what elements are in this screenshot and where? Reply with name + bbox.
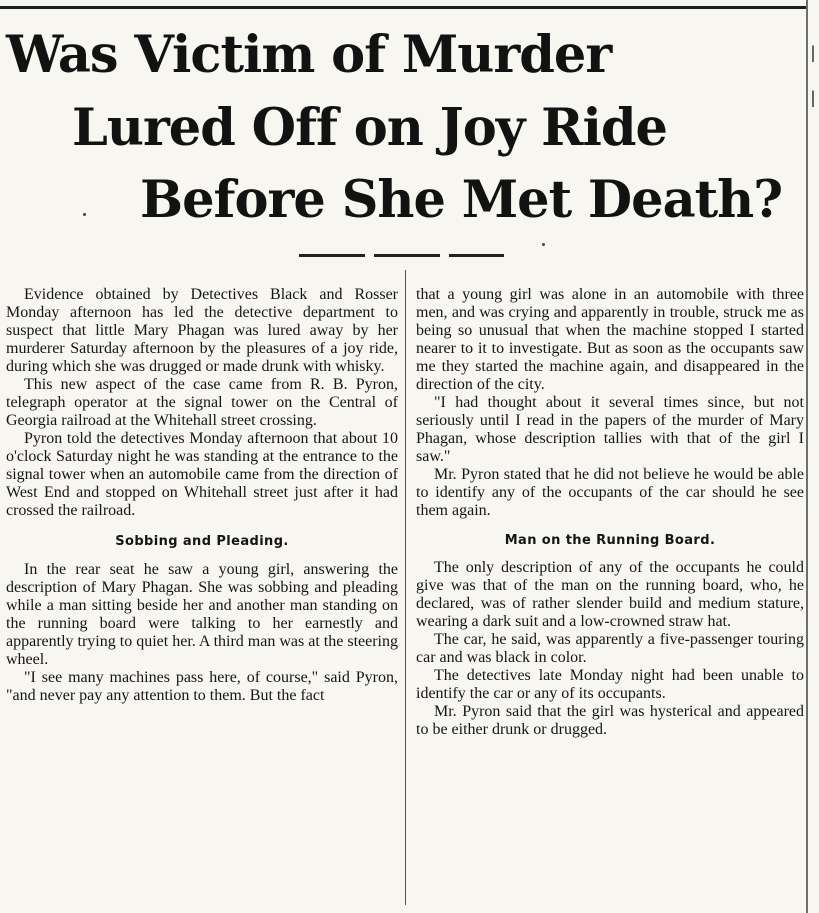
headline-divider: [299, 254, 504, 257]
right-paragraph-7: Mr. Pyron said that the girl was hysterical and appeared to be either drunk or drugged.: [416, 703, 804, 738]
left-paragraph-4: In the rear seat he saw a young girl, answering the description of Mary Phagan. She was sobbing and pleading while a man sitting beside her and another man standing on the running board were talking to her earnestly and apparently trying to quiet her. A third man was at the steering wheel.: [6, 561, 398, 668]
left-paragraph-3: Pyron told the detectives Monday afternoon that about 10 o'clock Saturday night he was standing at the entrance to the signal tower when an automobile came from the direction of West End and stopped on Whitehall street just after it had crossed the railroad.: [6, 430, 398, 519]
right-column: [416, 286, 804, 739]
print-speck: [542, 243, 545, 246]
headline-line-2: Lured Off on Joy Ride: [72, 98, 667, 158]
headline-line-3: Before She Met Death?: [140, 170, 783, 230]
left-paragraph-1: Evidence obtained by Detectives Black and Rosser Monday afternoon has led the detective department to suspect that little Mary Phagan was lured away by her murderer Saturday afternoon by the pleasures of a joy ride, during which she was drugged or made drunk with whisky.: [6, 286, 398, 375]
right-paragraph-2: "I had thought about it several times since, but not seriously until I read in the papers of the murder of Mary Phagan, whose description tallies with that of the girl I saw.": [416, 394, 804, 465]
left-column: [6, 286, 398, 705]
column-divider: [405, 270, 406, 905]
left-paragraph-5: "I see many machines pass here, of course," said Pyron, "and never pay any attention to them. But the fact: [6, 669, 398, 704]
left-paragraph-2: This new aspect of the case came from R. B. Pyron, telegraph operator at the signal tower on the Central of Georgia railroad at the Whitehall street crossing.: [6, 376, 398, 429]
right-subhead: Man on the Running Board.: [504, 533, 716, 548]
print-speck: [83, 213, 86, 216]
right-paragraph-6: The detectives late Monday night had been unable to identify the car or any of its occupants.: [416, 667, 804, 702]
right-paragraph-5: The car, he said, was apparently a five-passenger touring car and was black in color.: [416, 631, 804, 666]
right-edge-marks: [811, 30, 819, 120]
right-paragraph-1: that a young girl was alone in an automobile with three men, and was crying and apparently in trouble, struck me as being so unusual that when the machine stopped I started nearer to it to investigate. But as soon as the occupants saw me they started the machine again, and disappeared in the direction of the city.: [416, 286, 804, 393]
left-subhead: Sobbing and Pleading.: [115, 534, 289, 549]
top-rule: [0, 6, 807, 9]
headline-line-1: Was Victim of Murder: [6, 25, 612, 85]
right-paragraph-3: Mr. Pyron stated that he did not believe he would be able to identify any of the occupants of the car should he see them again.: [416, 466, 804, 519]
right-paragraph-4: The only description of any of the occupants he could give was that of the man on the running board, who, he declared, was of rather slender build and medium stature, wearing a dark suit and a low-crowned straw hat.: [416, 559, 804, 630]
right-edge-mark: |: [811, 87, 815, 107]
right-edge-mark: |: [811, 42, 815, 62]
right-column-rule: [806, 0, 808, 913]
